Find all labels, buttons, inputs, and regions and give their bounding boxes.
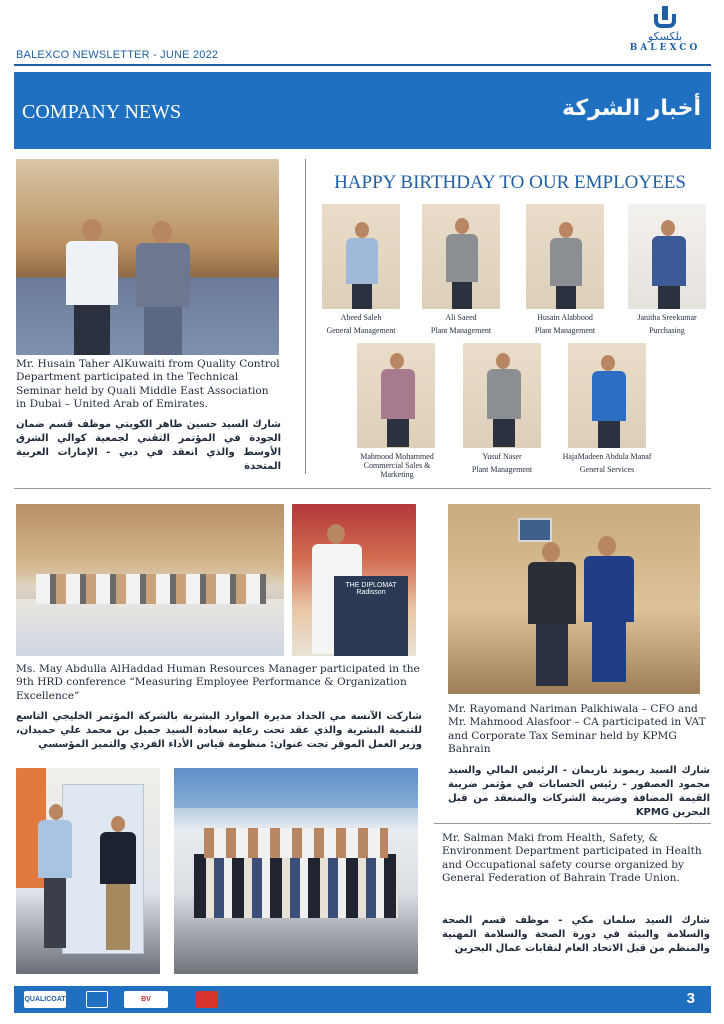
newsletter-title: BALEXCO NEWSLETTER - JUNE 2022 (16, 49, 219, 61)
safety-caption-en: Mr. Salman Maki from Health, Safety, & Environment Department participated in Health and Occupational safety course organized by General Federation of Bahrain Trade Union. (442, 832, 702, 884)
employee-name: Janitha Sreekumar (637, 313, 697, 322)
employee-dept: Plant Management (534, 326, 596, 335)
podium-photo (292, 504, 416, 656)
kpmg-caption-en: Mr. Rayomand Nariman Palkhiwala – CFO and Mr. Mahmood Alasfoor – CA participated in VAT and Corporate Tax Seminar held by KPMG Bahrain (448, 703, 706, 755)
employee-dept: General Services (579, 465, 635, 474)
employee-name: Mahmood Mohammed Commercial Sales & Marketing (360, 452, 434, 479)
employee-name: Yusuf Naser (482, 452, 522, 461)
group-photo (174, 768, 418, 974)
logo-arabic-text: بلكسكو (647, 30, 683, 43)
employee-photo (322, 204, 400, 309)
employee-card (562, 343, 652, 474)
employee-card (526, 204, 604, 335)
bureau-veritas-logo: BV (124, 991, 168, 1008)
employee-photo (463, 343, 541, 448)
section-banner (14, 72, 711, 149)
kpmg-seminar-photo (448, 504, 700, 694)
employee-photo (422, 204, 500, 309)
conference-hall-photo (16, 504, 284, 656)
certification-logo (86, 991, 108, 1008)
employee-photo (357, 343, 435, 448)
employee-card (322, 204, 400, 335)
balexco-logo-icon (651, 6, 679, 30)
employee-dept: Plant Management (471, 465, 533, 474)
employee-name: Abeed Saleh (340, 313, 382, 322)
section-divider (434, 823, 711, 824)
safety-caption-ar: شارك السيد سلمان مكي - موظف قسم الصحة والسلامة والبيئة في دورة الصحة والسلامة المهنية والمنظم من قبل الاتحاد العام لنقابات عمال البحرين (442, 915, 710, 954)
section-title-ar: أخبار الشركة (562, 96, 701, 121)
employee-name: Ali Saeed (445, 313, 477, 322)
employee-card (628, 204, 706, 335)
partner-logo (196, 991, 218, 1008)
employee-photo (628, 204, 706, 309)
seminar-caption-en: Mr. Husain Taher AlKuwaiti from Quality Control Department participated in the Technical Seminar held by Quali Middle East Association in Dubai – United Arab of Emirates. (16, 358, 280, 410)
section-title-en: COMPANY NEWS (22, 101, 182, 123)
safety-course-photo (16, 768, 160, 974)
logo-english-text: BALEXCO (629, 43, 701, 53)
employee-name: Husain Alabbood (537, 313, 593, 322)
qualicoat-logo: QUALICOAT (24, 991, 66, 1008)
employee-card (422, 204, 500, 335)
employee-photo (526, 204, 604, 309)
hrd-caption-en: Ms. May Abdulla AlHaddad Human Resources Manager participated in the 9th HRD conference “Measuring Employee Performance & Organization Excellence” (16, 663, 420, 702)
section-divider (14, 488, 711, 489)
footer-bar (14, 986, 711, 1013)
hrd-caption-ar: شاركت الآنسة مي الحداد مديرة الموارد البشرية بالشركة المؤتمر الخليجي التاسع للتنمية البشرية والذي عقد تحت رعاية سعادة السيد جميل بن محمد علي حميدان، وزير العمل الموقر تحت عنوان: منظومة قياس الأداء الفردي والتميز المؤسسي (16, 711, 422, 750)
employee-dept: General Management (326, 326, 396, 335)
podium-sign: THE DIPLOMAT Radisson (345, 582, 397, 596)
employee-dept: Plant Management (430, 326, 492, 335)
page-number: 3 (686, 990, 695, 1007)
employee-name: HajaMadeen Abdula Manaf (562, 452, 652, 461)
employee-dept: Purchasing (649, 326, 685, 335)
seminar-caption-ar: شارك السيد حسين طاهر الكويتي موظف قسم ضمان الجودة في المؤتمر التقني لجمعية كوالي الشرق الأوسط والذي انعقد في دبي - الإمارات العربية المتحدة (16, 419, 281, 472)
employee-card (463, 343, 541, 474)
birthday-title: HAPPY BIRTHDAY TO OUR EMPLOYEES (334, 172, 686, 193)
employee-card (357, 343, 437, 479)
balexco-logo (615, 6, 715, 64)
seminar-photo (16, 159, 279, 355)
header-divider (14, 64, 711, 66)
kpmg-caption-ar: شارك السيد ريموند ناريمان - الرئيس المالي والسيد محمود العصفور - رئيس الحسابات في مؤتمر ضريبة القيمة المضافة وضريبة الشركات والمنعقد من قبل البحرين KPMG (448, 765, 710, 818)
employee-photo (568, 343, 646, 448)
column-divider (305, 159, 306, 474)
